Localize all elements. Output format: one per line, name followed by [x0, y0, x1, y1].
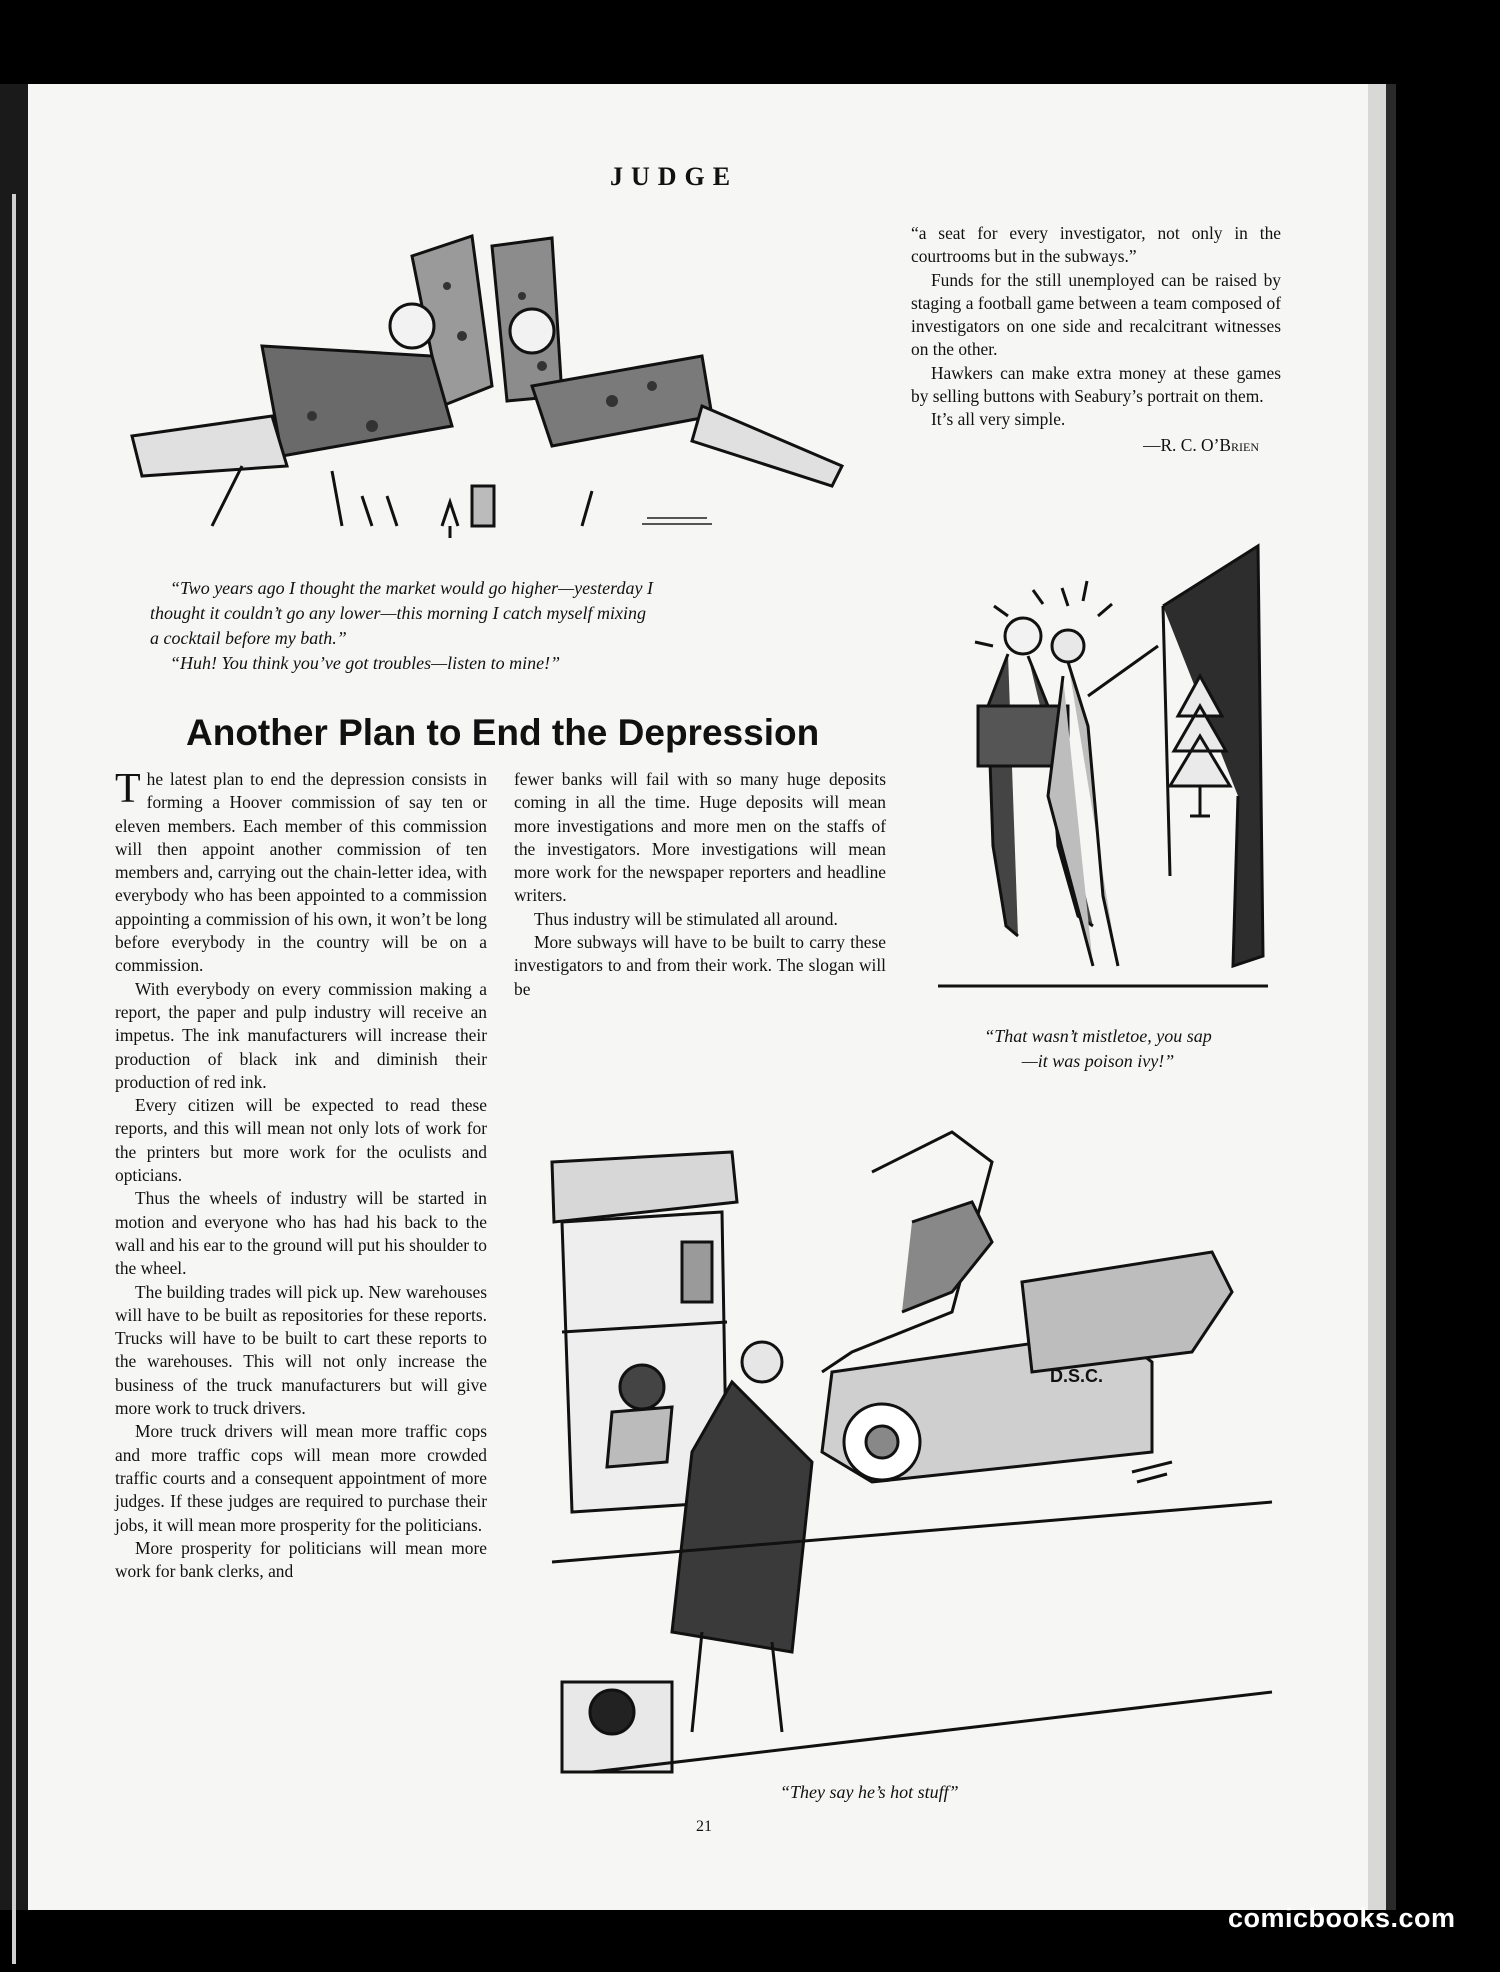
cartoon1-caption-line: thought it couldn’t go any lower—this morning I catch myself mixing [150, 603, 646, 623]
cartoon-armchairs-illustration [112, 226, 872, 556]
drop-cap: T [115, 766, 141, 812]
gutter-line [12, 194, 16, 1964]
cartoon1-caption-line: “Huh! You think you’ve got troubles—listen to mine!” [170, 653, 561, 673]
article-paragraph: With everybody on every commission making a report, the paper and pulp industry will receive an impetus. The ink manufacturers will increase their production of black ink and diminish their production of red ink. [115, 978, 487, 1092]
article-paragraph: More prosperity for politicians will mean more work for bank clerks, and [115, 1537, 487, 1582]
article-paragraph: Funds for the still unemployed can be raised by staging a football game between a team composed of investigators on one side and recalcitrant witnesses on the other. [911, 269, 1281, 360]
article-headline: Another Plan to End the Depression [186, 712, 820, 753]
cartoon1-caption-line: “Two years ago I thought the market would go higher—yesterday I [170, 578, 653, 598]
article-paragraph: The building trades will pick up. New warehouses will have to be built as repositories for these reports. Trucks will have to be built to cart these reports to the warehouses. This will not only increase the business of the truck manufacturers but will give more work to truck drivers. [115, 1281, 487, 1419]
article-paragraph: “a seat for every investigator, not only in the courtrooms but in the subways.” [911, 223, 1281, 267]
article-paragraph: More subways will have to be built to carry these investigators to and from their work. The slogan will be [514, 932, 886, 999]
article-paragraph: Hawkers can make extra money at these games by selling buttons with Seabury’s portrait on them. [911, 362, 1281, 407]
page-edge-shadow [1386, 84, 1396, 1910]
truck-label: D.S.C. [1050, 1366, 1104, 1386]
author-signature: —R. C. O’Brien [1143, 434, 1259, 455]
article-paragraph: fewer banks will fail with so many huge deposits coming in all the time. Huge deposits will mean more investigations and more men on the staffs of the investigators. More investigations will mean more work for the newspaper reporters and headline writers. [514, 769, 886, 906]
cartoon1-caption-line: a cocktail before my bath.” [150, 628, 347, 648]
site-watermark: comicbooks.com [1228, 1903, 1456, 1933]
article-paragraph: Thus the wheels of industry will be started in motion and everyone who has had his back to the wall and his ear to the ground will put his shoulder to the wheel. [115, 1188, 487, 1279]
cartoon1-caption [150, 576, 856, 676]
binding-gutter [0, 84, 28, 1910]
cartoon2-caption [918, 1024, 1278, 1074]
article-paragraph: Every citizen will be expected to read these reports, and this will mean not only lots of work for the printers but more work for the oculists and opticians. [115, 1095, 487, 1186]
article-column-2 [514, 768, 886, 1001]
article-paragraph: More truck drivers will mean more traffic cops and more traffic cops will mean more crowded traffic courts and a consequent appointment of more judges. If these judges are required to purchase their jobs, it will mean more prosperity for the politicians. [115, 1421, 487, 1535]
cartoon2-caption-line: —it was poison ivy!” [1021, 1051, 1175, 1071]
article-column-3 [911, 222, 1281, 457]
cartoon-hot-stuff-illustration [552, 1132, 1272, 1772]
article-paragraph: Thus industry will be stimulated all around. [534, 908, 838, 929]
artist-signature-art [938, 970, 956, 990]
masthead: JUDGE [610, 162, 739, 191]
cartoon3-caption: “They say he’s hot stuff” [780, 1782, 959, 1802]
cartoon2-caption-line: “That wasn’t mistletoe, you sap [984, 1026, 1212, 1046]
article-paragraph: It’s all very simple. [931, 409, 1066, 430]
cartoon-poison-ivy-illustration [918, 546, 1278, 996]
page-edge [1368, 84, 1386, 1910]
article-paragraph [115, 768, 487, 978]
paragraph-text: he latest plan to end the depression consists in forming a Hoover commission of say ten or eleven members. Each member of this commission will then appoint another commission of ten members and, carrying out the chain-letter idea, with everybody who has been appointed to a commission appointing a commission of his own, it won’t be long before everybody in the country will be on a commission. [115, 769, 487, 976]
article-column-1 [115, 768, 487, 1583]
page-number: 21 [696, 1818, 712, 1835]
